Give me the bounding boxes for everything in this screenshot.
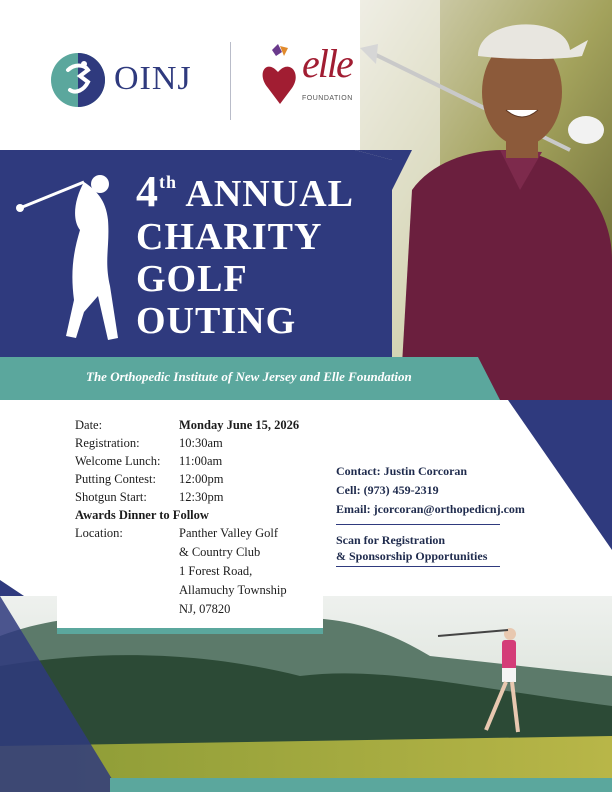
oinj-logo-text: OINJ	[114, 60, 192, 97]
contact-block	[336, 462, 525, 519]
scan-prompt: Scan for Registration & Sponsorship Opportunities	[336, 533, 488, 563]
event-subtitle: The Orthopedic Institute of New Jersey and Elle Foundation	[86, 369, 412, 384]
bottom-accent-band	[110, 778, 612, 792]
elle-foundation-text: FOUNDATION	[302, 95, 353, 102]
event-title	[136, 167, 354, 344]
elle-logo-text: elle	[302, 41, 352, 86]
contact-cell: Cell: (973) 459-2319	[336, 483, 439, 497]
scan-divider	[336, 566, 500, 567]
logo-divider	[230, 42, 231, 120]
golfer-silhouette-icon	[14, 160, 144, 345]
title-line-1: 4th ANNUAL	[136, 167, 354, 216]
event-details-card: Date: Monday June 15, 2026 Registration: 10:30am Welcome Lunch: 11:00am Putting Contest: 12:00pm Shotgun Start: 12:30pm Awards Dinner to Follow Location: Panther Valley Golf & Country Club 1 Forest Road, Allamuchy Township NJ, 07820	[57, 402, 323, 634]
title-line-2: CHARITY	[136, 216, 323, 258]
title-line-4: OUTING	[136, 300, 297, 342]
contact-name: Contact: Justin Corcoran	[336, 464, 468, 478]
contact-email[interactable]: Email: jcorcoran@orthopedicnj.com	[336, 502, 525, 516]
oinj-logo-icon	[50, 52, 106, 108]
contact-divider	[336, 524, 500, 525]
title-line-3: GOLF	[136, 258, 248, 300]
